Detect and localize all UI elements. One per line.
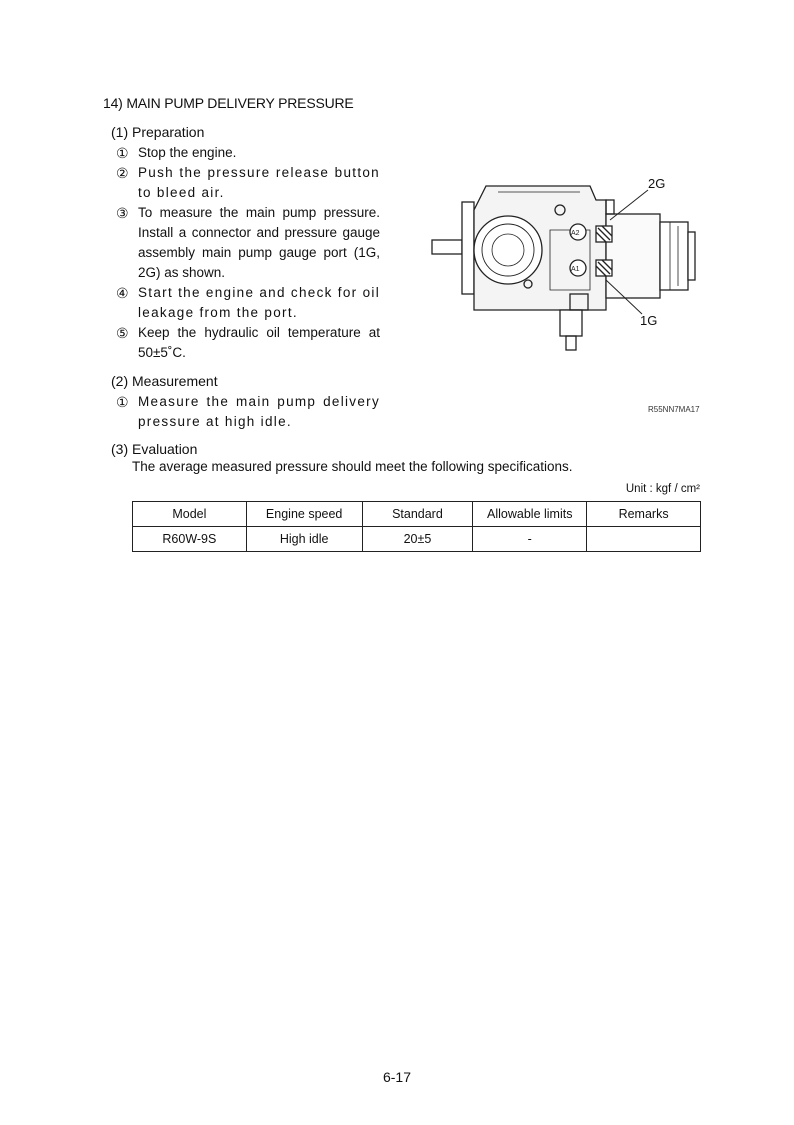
page-number: 6-17 xyxy=(382,1069,412,1085)
evaluation-text: The average measured pressure should meet the following specifications. xyxy=(132,459,573,474)
table-cell: R60W-9S xyxy=(133,527,247,552)
prep-step-5 xyxy=(116,323,380,363)
step-number: ③ xyxy=(116,205,129,221)
table-header-cell: Engine speed xyxy=(246,502,362,527)
step-text: To measure the main pump pressure. Install a connector and pressure gauge assembly main pump gauge port (1G, 2G) as shown. xyxy=(138,205,380,280)
step-text: Push the pressure release button to bleed air. xyxy=(138,165,380,200)
regulator-block xyxy=(606,214,660,298)
gauge-fitting-1g xyxy=(596,260,612,276)
pump-flange xyxy=(462,202,474,294)
step-number: ④ xyxy=(116,285,129,301)
spec-table xyxy=(132,501,701,552)
table-header-cell: Model xyxy=(133,502,247,527)
main-pump-figure xyxy=(420,170,710,425)
table-header-cell: Remarks xyxy=(587,502,701,527)
table-cell: High idle xyxy=(246,527,362,552)
step-number: ① xyxy=(116,145,129,161)
step-text: Stop the engine. xyxy=(138,145,237,160)
table-header-row xyxy=(133,502,701,527)
evaluation-heading: (3) Evaluation xyxy=(111,441,198,457)
table-cell: 20±5 xyxy=(362,527,473,552)
step-number: ① xyxy=(116,394,129,410)
port-a2-label: A2 xyxy=(571,230,580,237)
table-header-cell: Allowable limits xyxy=(473,502,587,527)
label-2g: 2G xyxy=(648,176,666,191)
step-text: Start the engine and check for oil leakage from the port. xyxy=(138,285,380,320)
step-number: ② xyxy=(116,165,129,181)
side-housing xyxy=(660,222,688,290)
gauge-fitting-2g xyxy=(596,226,612,242)
step-text: Measure the main pump delivery pressure at high idle. xyxy=(138,394,380,429)
step-text: Keep the hydraulic oil temperature at 50±5˚C. xyxy=(138,325,380,360)
prep-step-4 xyxy=(116,283,380,323)
figure-code: R55NN7MA17 xyxy=(648,405,700,414)
table-row xyxy=(133,527,701,552)
port-a1-label: A1 xyxy=(571,266,580,273)
label-1g: 1G xyxy=(640,313,658,328)
table-cell: - xyxy=(473,527,587,552)
pump-shaft xyxy=(432,240,462,254)
step-number: ⑤ xyxy=(116,325,129,341)
section-title: 14) MAIN PUMP DELIVERY PRESSURE xyxy=(103,95,354,111)
prep-step-1 xyxy=(116,143,380,163)
table-header-cell: Standard xyxy=(362,502,473,527)
prep-step-3 xyxy=(116,203,380,283)
prep-step-2 xyxy=(116,163,380,203)
measure-step-1 xyxy=(116,392,380,432)
unit-label: Unit : kgf / cm² xyxy=(625,483,700,495)
preparation-heading: (1) Preparation xyxy=(111,124,205,140)
measurement-heading: (2) Measurement xyxy=(111,373,218,389)
table-cell xyxy=(587,527,701,552)
